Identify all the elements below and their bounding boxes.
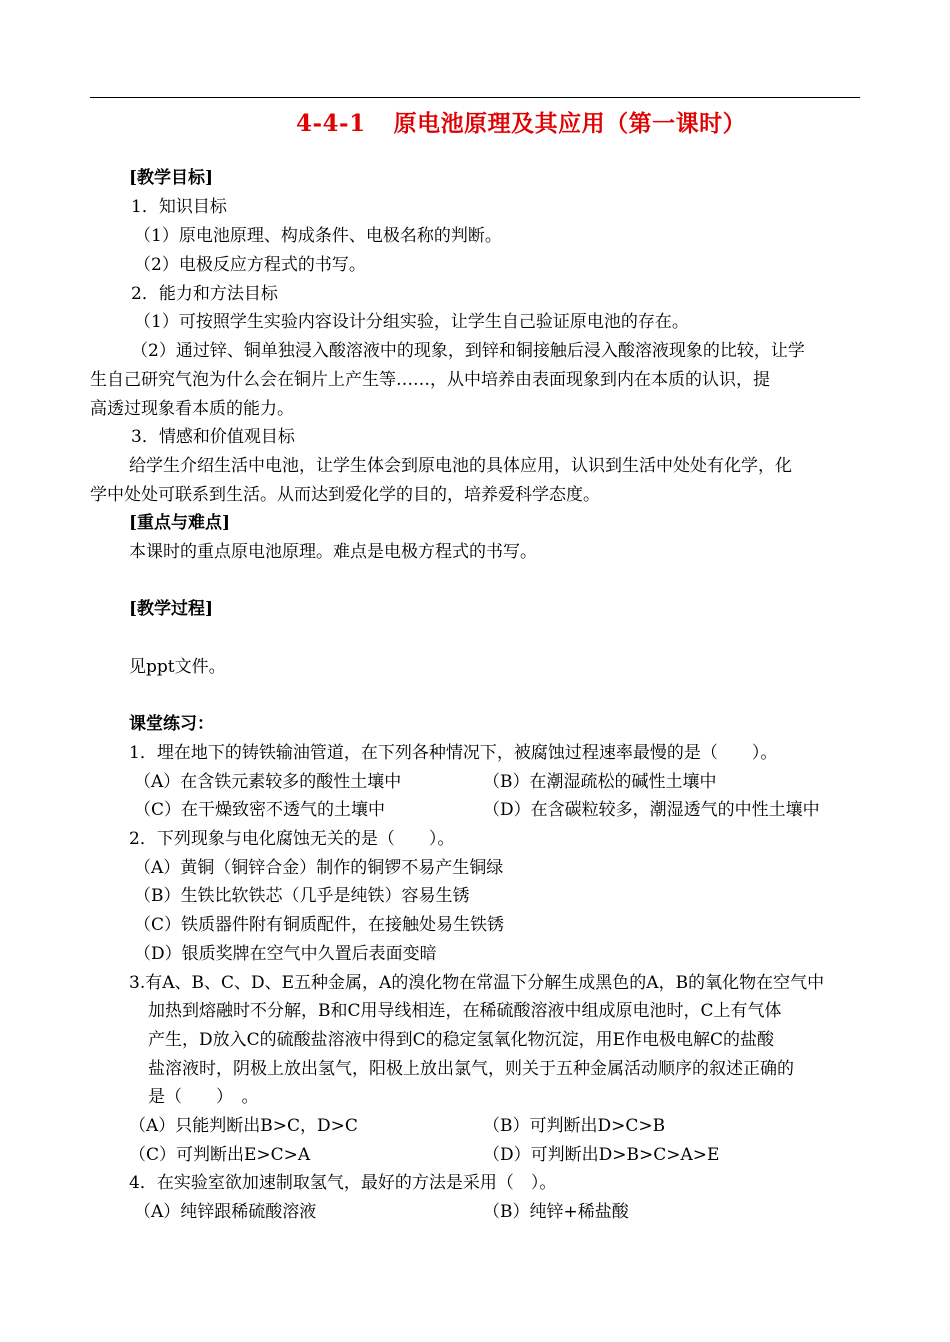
q3-option-a: （A）只能判断出B>C，D>C: [129, 1116, 358, 1136]
lesson-title: 原电池原理及其应用（第一课时）: [393, 110, 747, 137]
q2-option-b: （B）生铁比软铁芯（几乎是纯铁）容易生锈: [134, 886, 470, 906]
ability-item-2-line-3: 高透过现象看本质的能力。: [90, 399, 294, 419]
ability-item-1: （1）可按照学生实验内容设计分组实验，让学生自己验证原电池的存在。: [134, 312, 689, 332]
exercises-heading: 课堂练习：: [129, 714, 214, 734]
q2-option-d: （D）银质奖牌在空气中久置后表面变暗: [134, 944, 437, 964]
knowledge-title: 1．知识目标: [131, 197, 227, 217]
q3-stem-line-2: 加热到熔融时不分解，B和C用导线相连，在稀硫酸溶液中组成原电池时，C上有气体: [148, 1001, 782, 1021]
q1-option-d: （D）在含碳粒较多，潮湿透气的中性土壤中: [483, 800, 820, 820]
ability-item-2-line-1: （2）通过锌、铜单独浸入酸溶液中的现象，到锌和铜接触后浸入酸溶液现象的比较，让学: [131, 341, 805, 361]
process-heading: [教学过程]: [129, 599, 214, 619]
ability-title: 2．能力和方法目标: [131, 284, 278, 304]
knowledge-item-1: （1）原电池原理、构成条件、电极名称的判断。: [134, 226, 502, 246]
q3-stem-line-5: 是（ ） 。: [148, 1087, 259, 1107]
objectives-heading: [教学目标]: [129, 168, 214, 188]
page-title: [296, 105, 746, 138]
q1-option-b: （B）在潮湿疏松的碱性土壤中: [483, 772, 717, 792]
q3-stem-line-4: 盐溶液时，阴极上放出氢气，阳极上放出氯气，则关于五种金属活动顺序的叙述正确的: [148, 1059, 794, 1079]
emotion-line-1: 给学生介绍生活中电池，让学生体会到原电池的具体应用，认识到生活中处处有化学，化: [129, 456, 792, 476]
q1-option-c: （C）在干燥致密不透气的土壤中: [134, 800, 386, 820]
q1-option-a: （A）在含铁元素较多的酸性土壤中: [134, 772, 402, 792]
q3-option-c: （C）可判断出E>C>A: [129, 1145, 311, 1165]
q4-option-a: （A）纯锌跟稀硫酸溶液: [134, 1202, 317, 1222]
key-points-heading: [重点与难点]: [129, 513, 231, 533]
key-points-text: 本课时的重点原电池原理。难点是电极方程式的书写。: [129, 542, 537, 562]
ability-item-2-line-2: 生自己研究气泡为什么会在铜片上产生等……，从中培养由表面现象到内在本质的认识，提: [90, 370, 770, 390]
q3-stem-line-1: 3.有A、B、C、D、E五种金属，A的溴化物在常温下分解生成黑色的A，B的氧化物在空气中: [129, 973, 825, 993]
emotion-title: 3．情感和价值观目标: [131, 427, 295, 447]
q3-stem-line-3: 产生，D放入C的硫酸盐溶液中得到C的稳定氢氧化物沉淀，用E作电极电解C的盐酸: [148, 1030, 775, 1050]
q2-stem: 2．下列现象与电化腐蚀无关的是（ ）。: [129, 829, 455, 849]
knowledge-item-2: （2）电极反应方程式的书写。: [134, 255, 366, 275]
q2-option-c: （C）铁质器件附有铜质配件，在接触处易生铁锈: [134, 915, 505, 935]
q3-option-d: （D）可判断出D>B>C>A>E: [483, 1145, 720, 1165]
emotion-line-2: 学中处处可联系到生活。从而达到爱化学的目的，培养爱科学态度。: [90, 485, 600, 505]
lesson-number: 4-4-1: [296, 110, 366, 137]
q3-option-b: （B）可判断出D>C>B: [483, 1116, 666, 1136]
process-text: 见ppt文件。: [129, 657, 226, 677]
q4-option-b: （B）纯锌+稀盐酸: [483, 1202, 629, 1222]
q4-stem: 4．在实验室欲加速制取氢气，最好的方法是采用（ ）。: [129, 1173, 557, 1193]
q2-option-a: （A）黄铜（铜锌合金）制作的铜锣不易产生铜绿: [134, 858, 504, 878]
q1-stem: 1．埋在地下的铸铁输油管道，在下列各种情况下，被腐蚀过程速率最慢的是（ ）。: [129, 743, 778, 763]
header-rule: [90, 97, 860, 98]
